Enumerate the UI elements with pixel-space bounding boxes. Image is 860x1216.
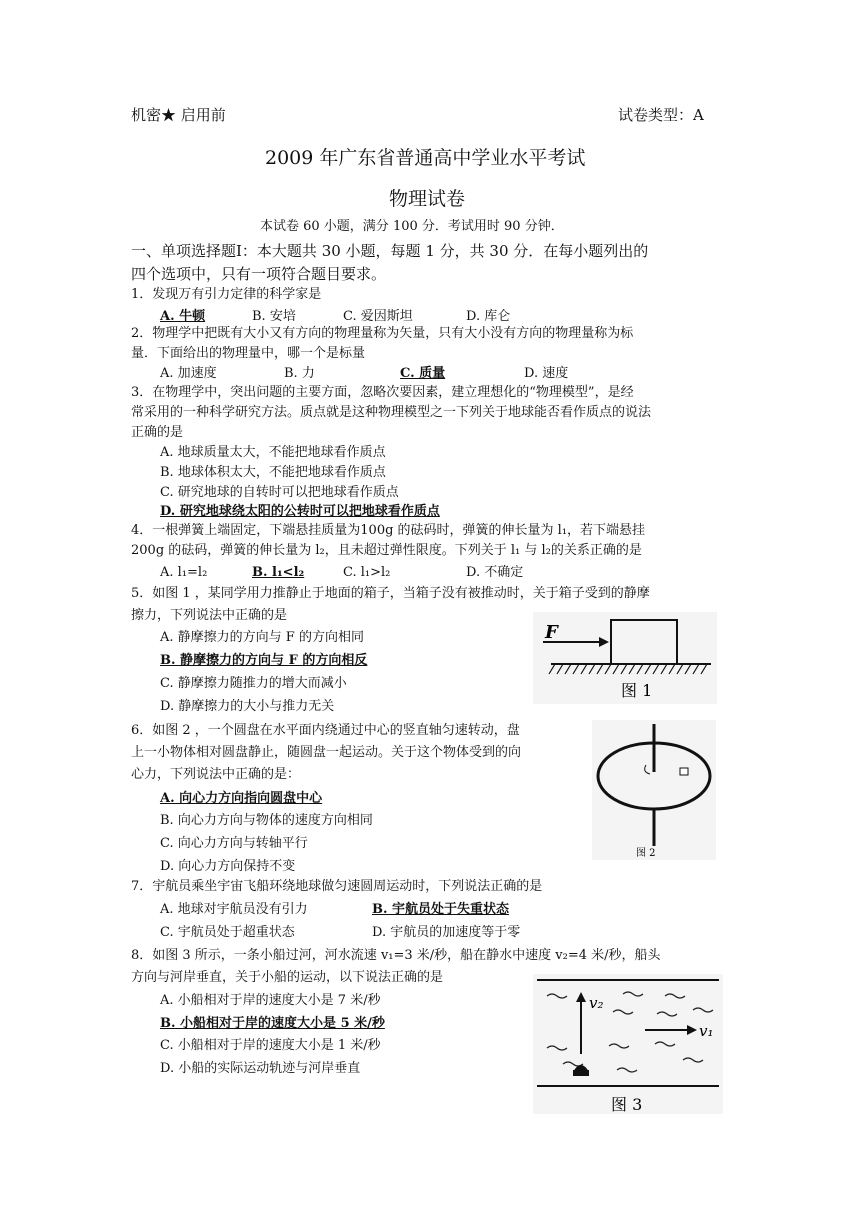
q6-stem-line3: 心力，下列说法中正确的是： bbox=[131, 767, 301, 782]
figure-3 bbox=[533, 974, 723, 1114]
q7-option-b: B. 宇航员处于失重状态 bbox=[372, 902, 510, 917]
exam-note: 本试卷 60 小题，满分 100 分．考试用时 90 分钟． bbox=[260, 219, 564, 234]
small-object bbox=[680, 768, 688, 775]
q5-option-a: A. 静摩擦力的方向与 F 的方向相同 bbox=[160, 630, 364, 645]
exam-subtitle: 物理试卷 bbox=[389, 188, 466, 210]
paper-type-label: 试卷类型：A bbox=[618, 106, 704, 124]
exam-title: 2009 年广东省普通高中学业水平考试 bbox=[265, 147, 586, 169]
q3-stem-line2: 常采用的一种科学研究方法。质点就是这种物理模型之一下列关于地球能否看作质点的说法 bbox=[131, 405, 652, 420]
v2-arrow-head bbox=[576, 992, 586, 1002]
q6-option-c: C. 向心力方向与转轴平行 bbox=[160, 836, 308, 851]
q1-option-c: C. 爱因斯坦 bbox=[343, 309, 413, 324]
box bbox=[611, 620, 677, 664]
q7-option-c: C. 宇航员处于超重状态 bbox=[160, 925, 295, 940]
q8-option-a: A. 小船相对于岸的速度大小是 7 米/秒 bbox=[160, 993, 381, 1008]
q4-option-b: B. l₁<l₂ bbox=[252, 565, 305, 580]
q8-stem-line1: 8．如图 3 所示，一条小船过河，河水流速 v₁=3 米/秒，船在静水中速度 v₂=4 米/秒，船头 bbox=[131, 948, 661, 963]
figure-1-caption: 图 1 bbox=[621, 681, 653, 700]
q7-option-a: A. 地球对宇航员没有引力 bbox=[160, 902, 308, 917]
q8-option-b: B. 小船相对于岸的速度大小是 5 米/秒 bbox=[160, 1016, 385, 1031]
v2-label: v₂ bbox=[589, 994, 604, 1012]
q3-option-c: C. 研究地球的自转时可以把地球看作质点 bbox=[160, 485, 399, 500]
q7-option-d: D. 宇航员的加速度等于零 bbox=[372, 925, 521, 940]
q6-stem-line2: 上一小物体相对圆盘静止，随圆盘一起运动。关于这个物体受到的向 bbox=[131, 745, 522, 760]
q6-option-a: A. 向心力方向指向圆盘中心 bbox=[160, 791, 323, 806]
q3-stem-line1: 3．在物理学中，突出问题的主要方面，忽略次要因素，建立理想化的“物理模型”，是经 bbox=[131, 385, 634, 400]
figure-1 bbox=[533, 612, 717, 704]
q4-stem-line1: 4．一根弹簧上端固定，下端悬挂质量为100g 的砝码时，弹簧的伸长量为 l₁，若下端悬挂 bbox=[131, 523, 646, 538]
q5-stem-line1: 5．如图 1 ，某同学用力推静止于地面的箱子，当箱子没有被推动时，关于箱子受到的静摩 bbox=[131, 586, 650, 601]
q6-option-b: B. 向心力方向与物体的速度方向相同 bbox=[160, 813, 373, 828]
v1-arrow-head bbox=[687, 1025, 697, 1035]
figure-2 bbox=[592, 720, 716, 860]
q2-option-b: B. 力 bbox=[284, 366, 315, 381]
force-arrow-head bbox=[599, 637, 609, 647]
q5-stem-line2: 擦力，下列说法中正确的是 bbox=[131, 608, 288, 623]
figure-3-caption: 图 3 bbox=[611, 1095, 643, 1114]
q8-option-c: C. 小船相对于岸的速度大小是 1 米/秒 bbox=[160, 1038, 381, 1053]
q3-stem-line3: 正确的是 bbox=[131, 425, 184, 440]
figure-2-caption: 图 2 bbox=[636, 848, 656, 859]
rotation-arrow bbox=[645, 765, 650, 774]
q4-option-d: D. 不确定 bbox=[466, 565, 524, 580]
q2-stem-line2: 量．下面给出的物理量中，哪一个是标量 bbox=[131, 346, 366, 361]
q4-stem-line2: 200g 的砝码，弹簧的伸长量为 l₂，且未超过弹性限度。下列关于 l₁ 与 l₂的关系正确的是 bbox=[131, 543, 642, 558]
q7-stem: 7．宇航员乘坐宇宙飞船环绕地球做匀速圆周运动时，下列说法正确的是 bbox=[131, 879, 543, 894]
ground-hatching bbox=[549, 664, 707, 674]
q8-stem-line2: 方向与河岸垂直，关于小船的运动，以下说法正确的是 bbox=[131, 970, 444, 985]
q3-option-d: D. 研究地球绕太阳的公转时可以把地球看作质点 bbox=[160, 504, 440, 519]
q5-option-d: D. 静摩擦力的大小与推力无关 bbox=[160, 699, 335, 714]
v1-label: v₁ bbox=[699, 1022, 714, 1040]
confidential-label: 机密★ 启用前 bbox=[131, 106, 226, 124]
q2-option-c: C. 质量 bbox=[400, 366, 446, 381]
q8-option-d: D. 小船的实际运动轨迹与河岸垂直 bbox=[160, 1061, 361, 1076]
q1-option-d: D. 库仑 bbox=[466, 309, 511, 324]
q5-option-c: C. 静摩擦力随推力的增大而减小 bbox=[160, 676, 347, 691]
q4-option-a: A. l₁=l₂ bbox=[160, 565, 208, 580]
section-heading-line2: 四个选项中，只有一项符合题目要求。 bbox=[131, 265, 387, 283]
q2-option-d: D. 速度 bbox=[524, 366, 569, 381]
q5-option-b: B. 静摩擦力的方向与 F 的方向相反 bbox=[160, 653, 368, 668]
force-label: F bbox=[545, 622, 558, 643]
q1-option-a: A. 牛顿 bbox=[160, 309, 206, 324]
q4-option-c: C. l₁>l₂ bbox=[343, 565, 391, 580]
q3-option-a: A. 地球质量太大，不能把地球看作质点 bbox=[160, 445, 386, 460]
section-heading-line1: 一、单项选择题Ⅰ：本大题共 30 小题，每题 1 分，共 30 分．在每小题列出的 bbox=[131, 242, 649, 260]
q2-option-a: A. 加速度 bbox=[160, 366, 217, 381]
q6-option-d: D. 向心力方向保持不变 bbox=[160, 859, 296, 874]
q1-stem: 1．发现万有引力定律的科学家是 bbox=[131, 287, 322, 302]
q6-stem-line1: 6．如图 2 ，一个圆盘在水平面内绕通过中心的竖直轴匀速转动，盘 bbox=[131, 723, 520, 738]
q2-stem-line1: 2．物理学中把既有大小又有方向的物理量称为矢量，只有大小没有方向的物理量称为标 bbox=[131, 326, 634, 341]
q1-option-b: B. 安培 bbox=[252, 309, 296, 324]
q3-option-b: B. 地球体积太大，不能把地球看作质点 bbox=[160, 465, 386, 480]
